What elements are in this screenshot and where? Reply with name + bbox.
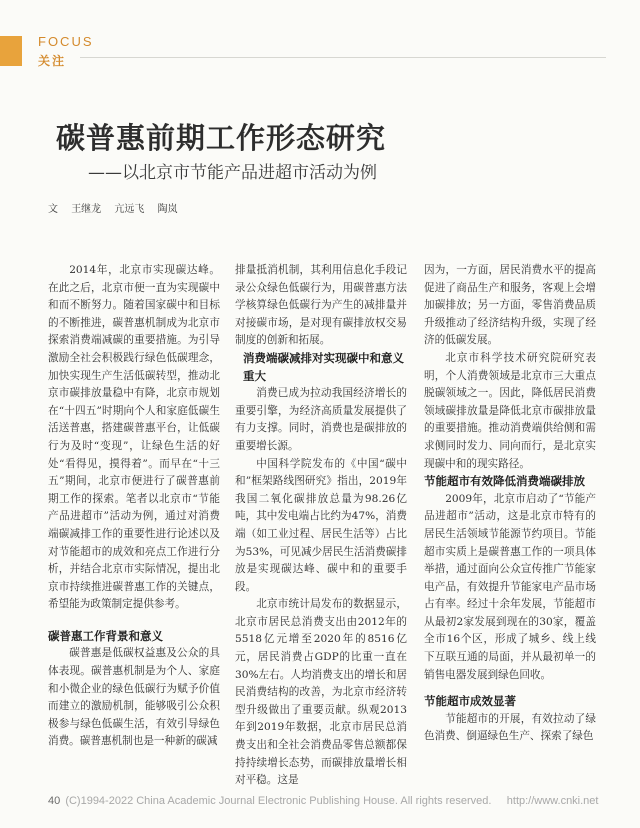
paragraph: 消费已成为拉动我国经济增长的重要引擎，为经济高质量发展提供了有力支撑。同时，消费也是碳排放的重要增长源。 [235, 387, 407, 452]
paragraph: 2014年，北京市实现碳达峰。在此之后，北京市便一直为实现碳中和而不断努力。随着国家碳中和目标的不断推进，碳普惠机制成为北京市探索消费端减碳的重要措施。为引导激励全社会积极践行绿色低碳理念，加快实现生产生活低碳转型，推动北京市碳排放量稳中有降，北京市规划在“十四五”时期向个人和家庭低碳生活送普惠，搭建碳普惠平台，让低碳行为及时“变现”，让绿色生活的好处“看得见，摸得着”。而早在“十三五”期间，北京市便进行了碳普惠前期工作的探索。笔者以北京市“节能产品进超市”活动为例，通过对消费端碳减排工作的重要性进行论述以及对节能超市的成效和亮点工作进行分析，并结合北京市实际情况，提出北京市持续推进碳普惠工作的关键点，希望能为政策制定提供参考。 [48, 264, 220, 611]
text-column-3 [424, 262, 596, 746]
paragraph: 2009年，北京市启动了“节能产品进超市”活动，这是北京市特有的居民生活领域节能源节约项目。节能超市实质上是碳普惠工作的一项具体举措，通过面向公众宣传推广节能家电产品，有效提升节能家电产品市场占有率。经过十余年发展，节能超市从最初2家发展到现在的30家，覆盖全市16个区，形成了城乡、线上线下互联互通的局面，并从最初单一的销售电器发展到绿色回收。 [424, 492, 596, 681]
author-name: 王继龙 [71, 204, 102, 215]
byline-prefix: 文 [48, 204, 58, 215]
section-accent-bar [0, 36, 22, 66]
section-heading: 节能超市成效显著 [424, 694, 516, 709]
paragraph: 碳普惠是低碳权益惠及公众的具体表现。碳普惠机制是为个人、家庭和小微企业的绿色低碳行为赋予价值而建立的激励机制，能够吸引公众积极参与绿色低碳生活，有效引导绿色消费。碳普惠机制也是一种新的碳减 [48, 647, 220, 748]
author-name: 陶岚 [157, 204, 178, 215]
paragraph: 排量抵消机制，其利用信息化手段记录公众绿色低碳行为，用碳普惠方法学核算绿色低碳行为产生的减排量并对接碳市场，是对现有碳排放权交易制度的创新和拓展。 [235, 264, 407, 347]
section-heading: 消费端碳减排对实现碳中和意义重大 [243, 350, 404, 383]
page-number: 40 [48, 795, 61, 807]
text-column-1 [48, 262, 220, 751]
article-subtitle: ——以北京市节能产品进超市活动为例 [88, 163, 377, 183]
byline [48, 200, 188, 215]
paragraph: 北京市统计局发布的数据显示，北京市居民总消费支出由2012年的5518亿元增至2020年的8516亿元，居民消费占GDP的比重一直在30%左右。人均消费支出的增长和居民消费结构的改善，为北京市经济转型升级做出了重要贡献。纵观2013年到2019年数据，北京市居民总消费支出和全社会消费品零售总额都保持持续增长态势，而碳排放量增长相对平稳。这是 [235, 598, 407, 787]
copyright-notice: (C)1994-2022 China Academic Journal Electronic Publishing House. All rights reserved. [65, 795, 492, 807]
section-label-en: FOCUS [38, 34, 94, 49]
paragraph: 中国科学院发布的《中国“碳中和”框架路线图研究》指出，2019年我国二氧化碳排放总量为98.26亿吨，其中发电端占比约为47%，消费端（如工业过程、居民生活等）占比为53%，可见减少居民生活消费碳排放是实现碳达峰、碳中和的重要手段。 [235, 457, 407, 593]
page-footer [48, 795, 598, 807]
paragraph: 北京市科学技术研究院研究表明，个人消费领域是北京市三大重点脱碳领域之一。因此，降低居民消费领域碳排放量是降低北京市碳排放量的重要措施。推动消费端供给侧和需求侧同时发力、同向而行，是北京实现碳中和的现实路径。 [424, 351, 596, 470]
footer-url: http://www.cnki.net [506, 795, 599, 807]
paragraph: 因为，一方面，居民消费水平的提高促进了商品生产和服务，客观上会增加碳排放；另一方面，零售消费品质升级推动了经济结构升级，实现了经济的低碳发展。 [424, 264, 596, 347]
author-name: 亢远飞 [114, 204, 145, 215]
article-title: 碳普惠前期工作形态研究 [56, 121, 387, 155]
header-divider [80, 57, 606, 58]
text-column-2 [235, 262, 407, 790]
paragraph: 节能超市的开展，有效拉动了绿色消费、倒逼绿色生产、探索了绿色 [424, 712, 596, 743]
section-heading: 节能超市有效降低消费端碳排放 [424, 474, 585, 489]
section-label-cn: 关注 [38, 54, 67, 68]
section-heading: 碳普惠工作背景和意义 [48, 628, 163, 643]
